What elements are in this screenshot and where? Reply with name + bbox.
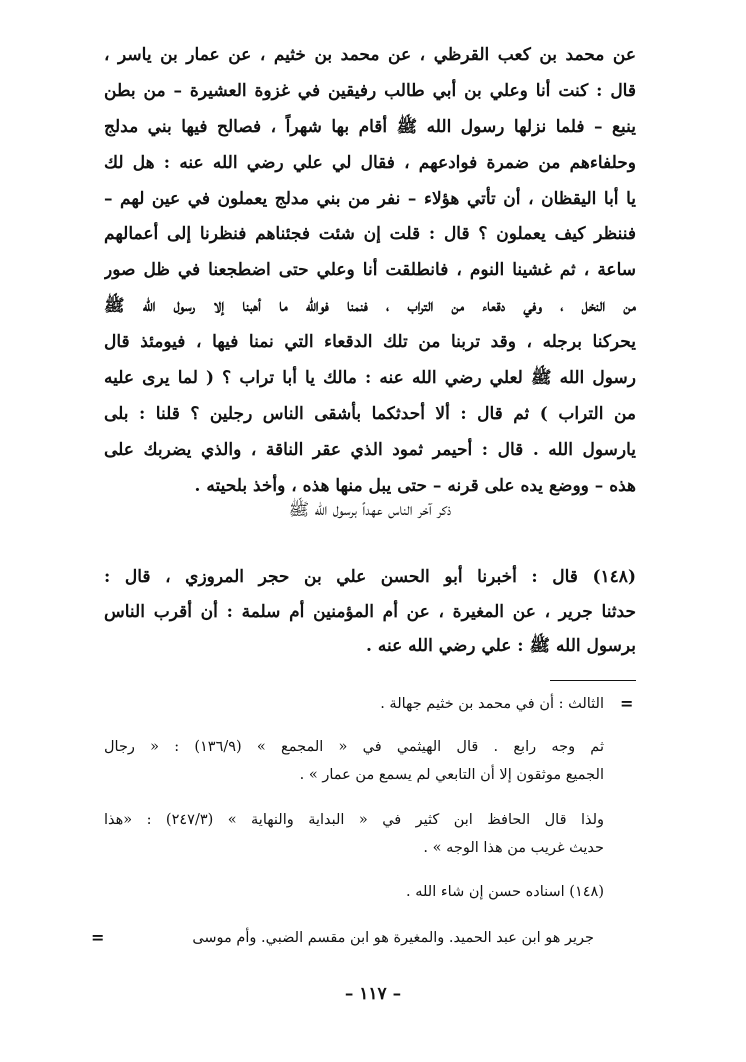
footnote-line: الثالث : أن في محمد بن خثيم جهالة . bbox=[380, 696, 604, 712]
main-text-line: عن محمد بن كعب القرظي ، عن محمد بن خثيم ، عن عمار بن ياسر ، bbox=[104, 45, 636, 65]
footnote-line: ثم وجه رابع . قال الهيثمي في « المجمع » (١٣٦/٩) : « رجال bbox=[104, 739, 604, 755]
footnote-line: (١٤٨) اسناده حسن إن شاء الله . bbox=[405, 884, 604, 900]
footnote-line: الجميع موثقون إلا أن التابعي لم يسمع من عمار » . bbox=[299, 767, 604, 783]
footnote-block bbox=[104, 733, 604, 789]
hadith-148 bbox=[104, 560, 636, 664]
main-text-line: يارسول الله . قال : أحيمر ثمود الذي عقر الناقة ، والذي يضربك على bbox=[104, 439, 636, 460]
hadith-line: برسول الله ﷺ : علي رضي الله عنه . bbox=[366, 636, 636, 657]
footnote-block bbox=[104, 806, 604, 862]
main-text-line: رسول الله ﷺ لعلي رضي الله عنه : مالك يا أبا تراب ؟ ( لما يرى عليه bbox=[104, 368, 636, 389]
footnote-continuation-mark: = bbox=[91, 928, 105, 947]
hadith-line: (١٤٨) قال : أخبرنا أبو الحسن علي بن حجر المروزي ، قال : bbox=[104, 567, 636, 587]
main-text bbox=[104, 38, 636, 505]
main-text-line: ينبع – فلما نزلها رسول الله ﷺ أقام بها شهراً ، فصالح فيها بني مدلج bbox=[104, 116, 636, 137]
main-text-line: فننظر كيف يعملون ؟ قال : قلت إن شئت فجئناهم فنظرنا إلى أعمالهم bbox=[104, 224, 636, 245]
main-text-line: ساعة ، ثم غشينا النوم ، فانطلقت أنا وعلي حتى اضطجعنا في ظل صور bbox=[104, 260, 636, 281]
footnote-block bbox=[104, 690, 604, 718]
main-text-line: يا أبا اليقظان ، أن تأتي هؤلاء – نفر من بني مدلج يعملون في عين لهم – bbox=[104, 188, 636, 209]
main-text-line: قال : كنت أنا وعلي بن أبي طالب رفيقين في غزوة العشيرة – من بطن bbox=[104, 80, 636, 101]
footnote-line: ولذا قال الحافظ ابن كثير في « البداية والنهاية » (٢٤٧/٣) : «هذا bbox=[104, 812, 604, 828]
main-text-line: هذه – ووضع يده على قرنه – حتى يبل منها هذه ، وأخذ بلحيته . bbox=[194, 475, 636, 496]
footnote-divider bbox=[550, 680, 636, 681]
main-text-line: وحلفاءهم من ضمرة فوادعهم ، فقال لي علي رضي الله عنه : هل لك bbox=[104, 152, 636, 173]
main-text-line: من النخل ، وفي دقعاء من التراب ، فنمنا فوالله ما أهبنا إلا رسول الله ﷺ bbox=[104, 296, 636, 317]
footnote-block bbox=[104, 878, 604, 906]
footnote-line: جرير هو ابن عبد الحميد. والمغيرة هو ابن مقسم الضبي. وأم موسى bbox=[192, 930, 594, 946]
footnote-line: حديث غريب من هذا الوجه » . bbox=[423, 840, 604, 856]
page-number: – ١١٧ – bbox=[344, 984, 402, 1004]
footnote-continuation-mark: = bbox=[620, 694, 634, 713]
main-text-line: يحركنا برجله ، وقد تربنا من تلك الدقعاء التي نمنا فيها ، فيومئذ قال bbox=[104, 332, 636, 353]
section-heading: ذكر آخر الناس عهداً برسول الله ﷺ bbox=[288, 500, 452, 520]
footnote-block bbox=[104, 924, 594, 952]
main-text-line: من التراب ) ثم قال : ألا أحدثكما بأشقى الناس رجلين ؟ قلنا : بلى bbox=[104, 403, 636, 424]
hadith-line: حدثنا جرير ، عن المغيرة ، عن أم المؤمنين أم سلمة : أن أقرب الناس bbox=[104, 601, 636, 622]
